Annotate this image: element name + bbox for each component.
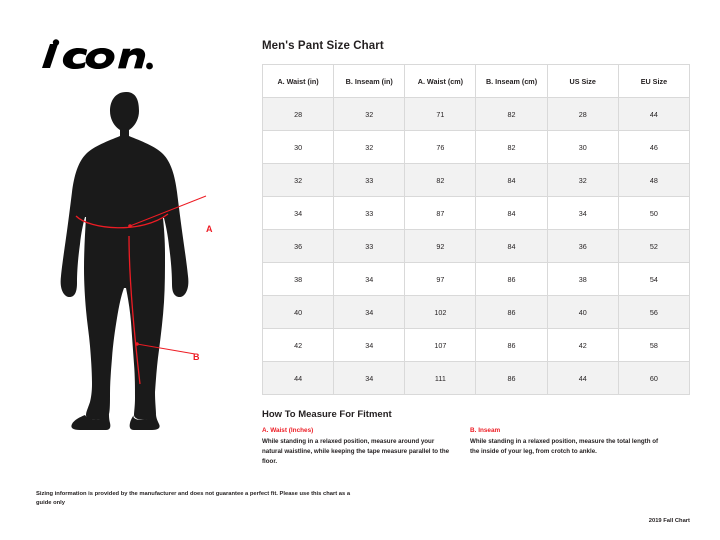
cell-eu-size: 44 (618, 98, 689, 131)
cell-waist-in: 30 (263, 131, 334, 164)
table-row (263, 296, 690, 329)
cell-inseam-in: 33 (334, 230, 405, 263)
cell-waist-cm: 87 (405, 197, 476, 230)
marker-a: A. (262, 427, 269, 434)
cell-us-size: 44 (547, 362, 618, 395)
table-row (263, 263, 690, 296)
cell-inseam-cm: 86 (476, 296, 547, 329)
cell-us-size: 30 (547, 131, 618, 164)
cell-waist-cm: 92 (405, 230, 476, 263)
cell-us-size: 40 (547, 296, 618, 329)
cell-inseam-in: 34 (334, 263, 405, 296)
callout-label-b: B (193, 352, 200, 362)
how-to-measure-item-inseam (470, 427, 660, 467)
cell-eu-size: 56 (618, 296, 689, 329)
how-to-measure-subtitle-waist (262, 427, 452, 434)
cell-eu-size: 54 (618, 263, 689, 296)
table-body (263, 98, 690, 395)
table-row (263, 131, 690, 164)
cell-inseam-cm: 86 (476, 263, 547, 296)
cell-eu-size: 48 (618, 164, 689, 197)
how-to-measure-subtitle-inseam (470, 427, 660, 434)
page-title: Men's Pant Size Chart (262, 40, 384, 52)
chart-panel (262, 40, 690, 467)
column-header-eu-size: EU Size (618, 65, 689, 98)
cell-waist-in: 40 (263, 296, 334, 329)
cell-waist-in: 28 (263, 98, 334, 131)
column-header-waist-cm: A. Waist (cm) (405, 65, 476, 98)
table-header-row (263, 65, 690, 98)
figure-panel (30, 26, 250, 446)
cell-waist-cm: 107 (405, 329, 476, 362)
cell-waist-in: 34 (263, 197, 334, 230)
column-header-us-size: US Size (547, 65, 618, 98)
cell-waist-in: 36 (263, 230, 334, 263)
table-row (263, 230, 690, 263)
table-row (263, 197, 690, 230)
cell-waist-cm: 102 (405, 296, 476, 329)
table-row (263, 329, 690, 362)
cell-inseam-in: 33 (334, 197, 405, 230)
cell-inseam-in: 34 (334, 296, 405, 329)
cell-waist-cm: 111 (405, 362, 476, 395)
cell-us-size: 38 (547, 263, 618, 296)
cell-waist-in: 32 (263, 164, 334, 197)
table-row (263, 164, 690, 197)
table-row (263, 98, 690, 131)
chart-version-note: 2019 Fall Chart (648, 518, 690, 524)
how-to-measure-item-waist (262, 427, 452, 467)
cell-inseam-cm: 82 (476, 131, 547, 164)
cell-waist-in: 42 (263, 329, 334, 362)
male-body-figure (30, 84, 250, 434)
cell-us-size: 36 (547, 230, 618, 263)
table-header (263, 65, 690, 98)
how-to-label-inseam: Inseam (478, 427, 501, 434)
cell-waist-cm: 76 (405, 131, 476, 164)
table-row (263, 362, 690, 395)
cell-waist-cm: 97 (405, 263, 476, 296)
cell-inseam-in: 33 (334, 164, 405, 197)
cell-eu-size: 52 (618, 230, 689, 263)
how-to-label-waist: Waist (Inches) (270, 427, 314, 434)
cell-eu-size: 50 (618, 197, 689, 230)
cell-inseam-cm: 84 (476, 164, 547, 197)
cell-inseam-in: 34 (334, 329, 405, 362)
cell-inseam-cm: 84 (476, 230, 547, 263)
cell-eu-size: 60 (618, 362, 689, 395)
cell-waist-in: 44 (263, 362, 334, 395)
size-chart-table (262, 64, 690, 395)
marker-b: B. (470, 427, 477, 434)
cell-eu-size: 46 (618, 131, 689, 164)
how-to-body-waist: While standing in a relaxed position, measure around your natural waistline, while keeping the tape measure parallel to the floor. (262, 438, 450, 466)
icon-brand-logo (36, 38, 156, 74)
callout-label-a: A (206, 224, 213, 234)
cell-waist-cm: 71 (405, 98, 476, 131)
how-to-measure-section (262, 409, 690, 467)
column-header-inseam-cm: B. Inseam (cm) (476, 65, 547, 98)
cell-inseam-in: 32 (334, 131, 405, 164)
how-to-body-inseam: While standing in a relaxed position, measure the total length of the inside of your leg, from crotch to ankle. (470, 438, 659, 456)
cell-waist-cm: 82 (405, 164, 476, 197)
column-header-waist-in: A. Waist (in) (263, 65, 334, 98)
column-header-inseam-in: B. Inseam (in) (334, 65, 405, 98)
cell-inseam-in: 32 (334, 98, 405, 131)
cell-us-size: 42 (547, 329, 618, 362)
cell-inseam-cm: 82 (476, 98, 547, 131)
how-to-measure-title: How To Measure For Fitment (262, 409, 392, 420)
cell-inseam-in: 34 (334, 362, 405, 395)
cell-eu-size: 58 (618, 329, 689, 362)
cell-us-size: 34 (547, 197, 618, 230)
cell-us-size: 28 (547, 98, 618, 131)
cell-inseam-cm: 84 (476, 197, 547, 230)
disclaimer-text: Sizing information is provided by the manufacturer and does not guarantee a perfect fit. Please use this chart as a guide only (36, 491, 351, 506)
cell-inseam-cm: 86 (476, 362, 547, 395)
cell-inseam-cm: 86 (476, 329, 547, 362)
cell-us-size: 32 (547, 164, 618, 197)
cell-waist-in: 38 (263, 263, 334, 296)
